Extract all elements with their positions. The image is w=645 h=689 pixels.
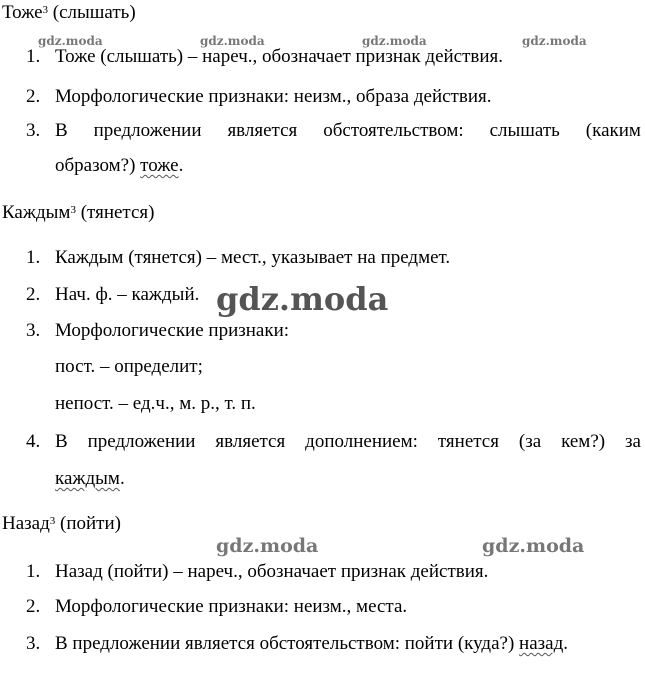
watermark: gdz.moda xyxy=(216,280,389,318)
section-heading xyxy=(2,202,154,224)
list-item: Назад (пойти) – нареч., обозначает признак действия. xyxy=(55,561,489,582)
word: за xyxy=(625,431,641,452)
word: (за xyxy=(518,431,542,452)
watermark: gdz.moda xyxy=(522,34,587,48)
text: . xyxy=(178,155,184,176)
watermark: gdz.moda xyxy=(200,34,265,48)
list-item: Нач. ф. – каждый. xyxy=(55,284,200,305)
underlined-word: тоже xyxy=(140,155,179,176)
watermark: gdz.moda xyxy=(482,535,585,557)
underlined-word: каждым xyxy=(55,468,120,489)
word: обстоятельством: xyxy=(323,120,464,141)
heading-word: Назад xyxy=(2,513,50,534)
word: слышать xyxy=(489,120,560,141)
list-item: Морфологические признаки: неизм., места. xyxy=(55,596,408,617)
watermark: gdz.moda xyxy=(362,34,427,48)
superscript: 3 xyxy=(42,4,49,16)
list-subitem: пост. – определит; xyxy=(55,356,203,377)
list-item: Каждым (тянется) – мест., указывает на предмет. xyxy=(55,247,451,268)
item-number: 1. xyxy=(26,46,41,67)
section-heading xyxy=(2,513,121,535)
item-number: 3. xyxy=(26,633,41,654)
heading-paren: (тянется) xyxy=(80,202,155,223)
item-number: 1. xyxy=(26,247,41,268)
list-item: Морфологические признаки: xyxy=(55,320,290,341)
item-number: 4. xyxy=(26,431,41,452)
section-heading xyxy=(2,2,136,24)
watermark: gdz.moda xyxy=(38,34,103,48)
word: предложении xyxy=(87,431,196,452)
text: . xyxy=(119,468,125,489)
list-item-continuation xyxy=(55,468,125,490)
superscript: 3 xyxy=(70,204,76,216)
list-item-justified xyxy=(55,120,641,142)
text: . xyxy=(563,633,568,654)
item-number: 2. xyxy=(26,284,41,305)
item-number: 1. xyxy=(26,561,41,582)
item-number: 3. xyxy=(26,120,41,141)
heading-word: Тоже xyxy=(2,2,43,23)
text: образом?) xyxy=(55,155,141,176)
list-subitem: непост. – ед.ч., м. р., т. п. xyxy=(55,393,256,414)
word: (каким xyxy=(585,120,641,141)
list-item-continuation xyxy=(55,155,183,177)
item-number: 2. xyxy=(26,86,41,107)
word: является xyxy=(227,120,298,141)
heading-paren: (слышать) xyxy=(52,2,136,23)
list-item: Морфологические признаки: неизм., образа действия. xyxy=(55,86,492,107)
underlined-word: назад xyxy=(519,633,564,654)
list-item xyxy=(55,633,568,655)
word: В xyxy=(55,120,68,141)
word: предложении xyxy=(93,120,202,141)
heading-paren: (пойти) xyxy=(60,513,121,534)
list-item-justified xyxy=(55,431,641,453)
superscript: 3 xyxy=(49,515,56,527)
item-number: 3. xyxy=(26,320,41,341)
word: является xyxy=(215,431,286,452)
watermark: gdz.moda xyxy=(216,535,319,557)
word: дополнением: xyxy=(305,431,418,452)
heading-word: Каждым xyxy=(2,202,71,223)
text: В предложении является обстоятельством: пойти (куда?) xyxy=(55,633,520,654)
word: тянется xyxy=(437,431,499,452)
word: В xyxy=(55,431,68,452)
word: кем?) xyxy=(561,431,606,452)
list-item: Тоже (слышать) – нареч., обозначает признак действия. xyxy=(55,46,504,67)
item-number: 2. xyxy=(26,596,41,617)
